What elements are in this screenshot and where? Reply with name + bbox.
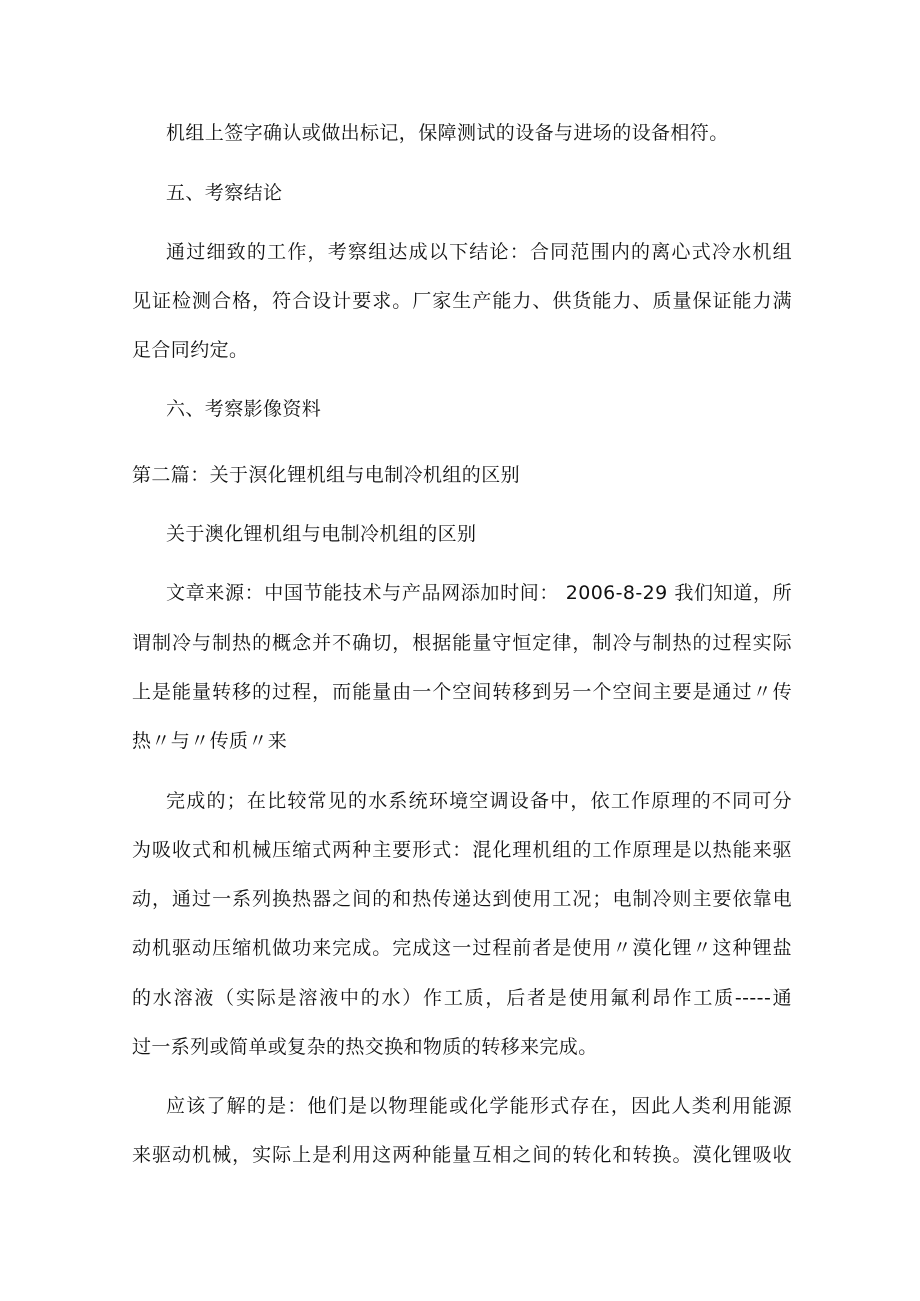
paragraph-line: 来驱动机械，实际上是利用这两种能量互相之间的转化和转换。漠化锂吸收: [132, 1144, 792, 1166]
paragraph-line: 通过细致的工作，考察组达成以下结论：合同范围内的离心式冷水机组: [166, 241, 792, 263]
paragraph-line: 完成的；在比较常见的水系统环境空调设备中，依工作原理的不同可分: [166, 790, 792, 812]
paragraph-line: 过一系列或简单或复杂的热交换和物质的转移来完成。: [132, 1036, 598, 1058]
paragraph-line: 应该了解的是：他们是以物理能或化学能形式存在，因此人类利用能源: [166, 1095, 792, 1117]
paragraph-line: 为吸收式和机械压缩式两种主要形式：混化理机组的工作原理是以热能来驱: [132, 839, 792, 861]
article-title: 关于澳化锂机组与电制冷机组的区别: [166, 523, 477, 545]
paragraph-line: 动，通过一系列换热器之间的和热传递达到使用工况；电制冷则主要依靠电: [132, 888, 792, 910]
paragraph-line: 见证检测合格，符合设计要求。厂家生产能力、供货能力、质量保证能力满: [132, 290, 792, 312]
paragraph-line: 动机驱动压缩机做功来完成。完成这一过程前者是使用〃漠化锂〃这种锂盐: [132, 937, 792, 959]
paragraph-line: 热〃与〃传质〃来: [132, 730, 288, 752]
chapter-heading: 第二篇：关于溟化锂机组与电制冷机组的区别: [132, 464, 521, 486]
section-heading: 六、考察影像资料: [166, 398, 322, 420]
paragraph-line: 文章来源：中国节能技术与产品网添加时间： 2006-8-29 我们知道，所: [166, 582, 792, 604]
paragraph-line: 机组上签字确认或做出标记，保障测试的设备与进场的设备相符。: [166, 122, 729, 144]
paragraph-line: 足合同约定。: [132, 339, 249, 361]
paragraph-line: 的水溶液（实际是溶液中的水）作工质，后者是使用氟利昂作工质-----通: [132, 987, 792, 1009]
section-heading: 五、考察结论: [166, 182, 283, 204]
paragraph-line: 上是能量转移的过程，而能量由一个空间转移到另一个空间主要是通过〃传: [132, 681, 792, 703]
paragraph-line: 谓制冷与制热的概念并不确切，根据能量守恒定律，制冷与制热的过程实际: [132, 632, 792, 654]
